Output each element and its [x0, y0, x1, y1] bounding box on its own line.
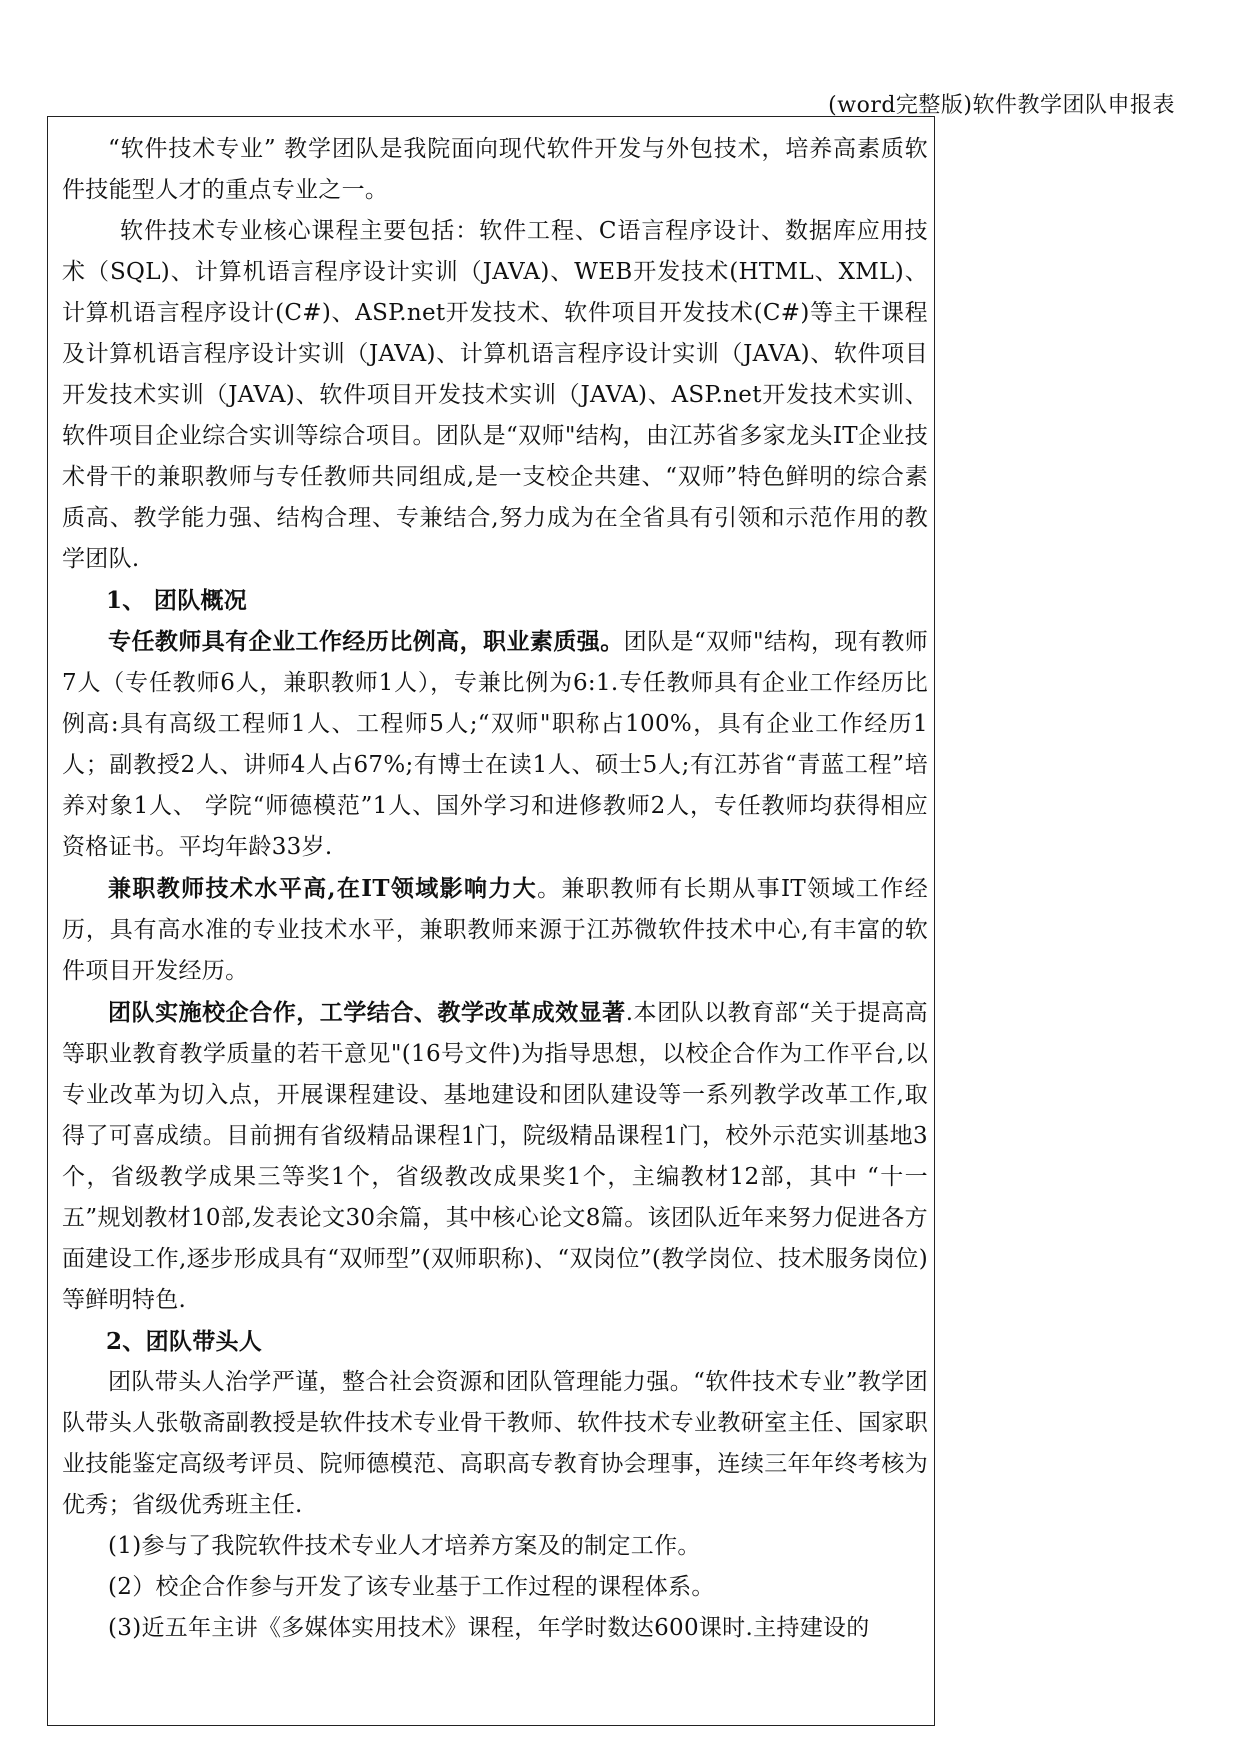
intro-paragraph: “软件技术专业” 教学团队是我院面向现代软件开发与外包技术，培养高素质软件技能型人才的重点专业之一。 — [62, 136, 928, 203]
document-header: (word完整版)软件教学团队申报表 — [828, 93, 1175, 118]
form-table-cell — [47, 116, 935, 1726]
document-body — [62, 129, 928, 1649]
overview-text-cooperation: .本团队以教育部“关于提高高等职业教育教学质量的若干意见"(16号文件)为指导思想，以校企合作为工作平台,以专业改革为切入点，开展课程建设、基地建设和团队建设等一系列教学改革工作,取得了可喜成绩。目前拥有省级精品课程1门，院级精品课程1门，校外示范实训基地3个，省级教学成果三等奖1个，省级教改成果奖1个，主编教材12部，其中 “十一五”规划教材10部,发表论文30余篇，其中核心论文8篇。该团队近年来努力促进各方面建设工作,逐步形成具有“双师型”(双师职称)、“双岗位”(教学岗位、技术服务岗位)等鲜明特色. — [62, 1000, 928, 1313]
leader-item-3: (3)近五年主讲《多媒体实用技术》课程，年学时数达600课时.主持建设的 — [108, 1615, 870, 1641]
overview-lead-cooperation: 团队实施校企合作，工学结合、教学改革成效显著 — [108, 999, 626, 1026]
leader-item-2: (2）校企合作参与开发了该专业基于工作过程的课程体系。 — [108, 1574, 715, 1600]
overview-lead-full-time: 专任教师具有企业工作经历比例高，职业素质强。 — [108, 628, 624, 655]
leader-item-1: (1)参与了我院软件技术专业人才培养方案及的制定工作。 — [108, 1533, 701, 1559]
overview-text-full-time: 团队是“双师"结构，现有教师7人（专任教师6人，兼职教师1人），专兼比例为6:1.专任教师具有企业工作经历比例高:具有高级工程师1人、工程师5人;“双师"职称占100%，具有企业工作经历1人；副教授2人、讲师4人占67%;有博士在读1人、硕士5人;有江苏省“青蓝工程”培养对象1人、 学院“师德模范”1人、国外学习和进修教师2人，专任教师均获得相应资格证书。平均年龄33岁. — [62, 629, 928, 860]
overview-text-part-time: 。兼职教师有长期从事IT领域工作经历，具有高水准的专业技术水平，兼职教师来源于江苏微软件技术中心,有丰富的软件项目开发经历。 — [62, 876, 928, 984]
leader-paragraph: 团队带头人治学严谨，整合社会资源和团队管理能力强。“软件技术专业”教学团队带头人张敬斋副教授是软件技术专业骨干教师、软件技术专业教研室主任、国家职业技能鉴定高级考评员、院师德模范、高职高专教育协会理事，连续三年年终考核为优秀；省级优秀班主任. — [62, 1369, 928, 1518]
section-heading-overview: 1、 团队概况 — [106, 587, 248, 614]
overview-lead-part-time: 兼职教师技术水平高,在IT领域影响力大 — [108, 875, 538, 902]
overview-paragraph-part-time — [62, 868, 928, 992]
courses-paragraph: 软件技术专业核心课程主要包括：软件工程、C语言程序设计、数据库应用技术（SQL)、计算机语言程序设计实训（JAVA)、WEB开发技术(HTML、XML)、计算机语言程序设计(C#)、ASP.net开发技术、软件项目开发技术(C#)等主干课程及计算机语言程序设计实训（JAVA)、计算机语言程序设计实训（JAVA)、软件项目开发技术实训（JAVA)、软件项目开发技术实训（JAVA)、ASP.net开发技术实训、软件项目企业综合实训等综合项目。团队是“双师"结构，由江苏省多家龙头IT企业技术骨干的兼职教师与专任教师共同组成,是一支校企共建、“双师”特色鲜明的综合素质高、教学能力强、结构合理、专兼结合,努力成为在全省具有引领和示范作用的教学团队. — [62, 218, 928, 572]
overview-paragraph-cooperation — [62, 992, 928, 1321]
overview-paragraph-full-time — [62, 621, 928, 868]
section-heading-leader: 2、团队带头人 — [106, 1328, 263, 1355]
